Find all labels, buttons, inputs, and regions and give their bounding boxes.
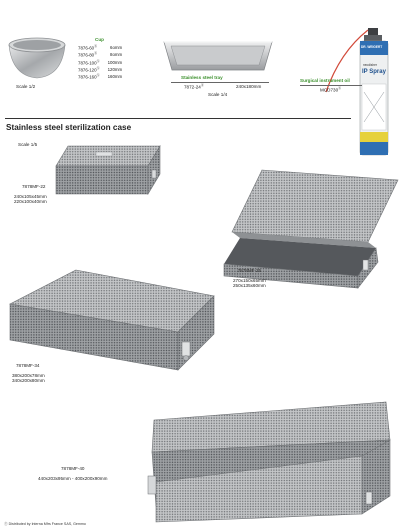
case-1-dim-b: 220x100x40mm [14, 199, 47, 205]
case-label-4 [38, 466, 107, 481]
case-3-dim-a: 380x200x78mm [12, 372, 45, 378]
spray-sub: neodisher [363, 63, 377, 67]
case-label-3 [12, 363, 45, 384]
cup-row [78, 51, 124, 58]
case-2-dim-a: 270x150x65mm [233, 277, 266, 283]
cup-footnote: Ⓢ [94, 43, 98, 48]
cup-table [78, 44, 124, 81]
case-4-dim-a: 440x203x95mm - 400x200x90mm [38, 475, 108, 481]
spray-header: Surgical instrument oil [300, 78, 350, 83]
case-section-scale: Scale 1/5 [18, 142, 38, 147]
cup-row [78, 66, 124, 73]
case-2-dim-b: 250x135x60mm [233, 283, 266, 289]
cup-code-text: 7876-60 [78, 45, 95, 51]
case-large-image [140, 396, 404, 528]
case-2-code: 7878MF-25 [237, 268, 262, 273]
tray-code-text: 7872-24 [184, 84, 201, 90]
case-medium-image [4, 266, 224, 376]
spray-product: IP Spray [362, 69, 386, 75]
cup-code-text: 7876-100 [78, 59, 97, 65]
case-3-dim-b: 340x200x80mm [12, 378, 45, 384]
spray-code [320, 87, 341, 93]
tray-code [184, 84, 204, 90]
case-label-1 [14, 184, 47, 205]
cup-footnote: Ⓢ [96, 73, 100, 78]
tray-image [160, 34, 280, 76]
tray-size: 240x180mm [236, 84, 262, 89]
cup-size: 160mm [107, 74, 123, 80]
tray-header: Stainless steel tray [181, 75, 223, 80]
case-1-code: 7878MF-22 [22, 184, 46, 189]
cup-row [78, 73, 124, 80]
footer-note-text: Distributed by Interna Mfrs France SAS, Gemmo [8, 522, 86, 526]
cup-code [78, 73, 102, 80]
spray-footnote: Ⓢ [338, 86, 342, 90]
cup-size: 100mm [107, 59, 123, 65]
cup-scale: Scale 1/2 [16, 84, 36, 89]
case-small-image [48, 140, 168, 208]
cup-code [78, 59, 102, 66]
cup-code-text: 7876-80 [78, 52, 95, 58]
case-1-dim-a: 240x105x45mm [14, 193, 47, 199]
cup-footnote: Ⓢ [94, 51, 98, 56]
case-section-title: Stainless steel sterilization case [6, 123, 132, 132]
cup-footnote: Ⓢ [96, 65, 100, 70]
spray-code-text: MCD730 [320, 87, 339, 93]
cup-footnote: Ⓢ [96, 58, 100, 63]
case-3-code: 7878MF-34 [16, 363, 40, 368]
cup-image [4, 36, 74, 84]
cup-row [78, 59, 124, 66]
case-4-code: 7878MF-40 [60, 466, 85, 471]
tray-scale: Scale 1/4 [208, 92, 228, 97]
cup-size: 6omm [110, 45, 123, 51]
cup-code [78, 44, 102, 51]
cup-size: 120mm [107, 67, 123, 73]
case-label-2 [233, 268, 266, 289]
cup-row [78, 44, 124, 51]
cup-header: Cup [95, 37, 104, 42]
footer-mark: Ⓢ [4, 522, 8, 526]
cup-size: 8omm [110, 52, 123, 58]
tray-footnote: Ⓢ [200, 83, 204, 87]
footer-note [4, 522, 86, 527]
cup-code-text: 7876-160 [78, 74, 97, 80]
cup-code [78, 51, 102, 58]
spray-brand: DR. WEIGERT [361, 45, 383, 49]
cup-code-text: 7876-120 [78, 67, 97, 73]
